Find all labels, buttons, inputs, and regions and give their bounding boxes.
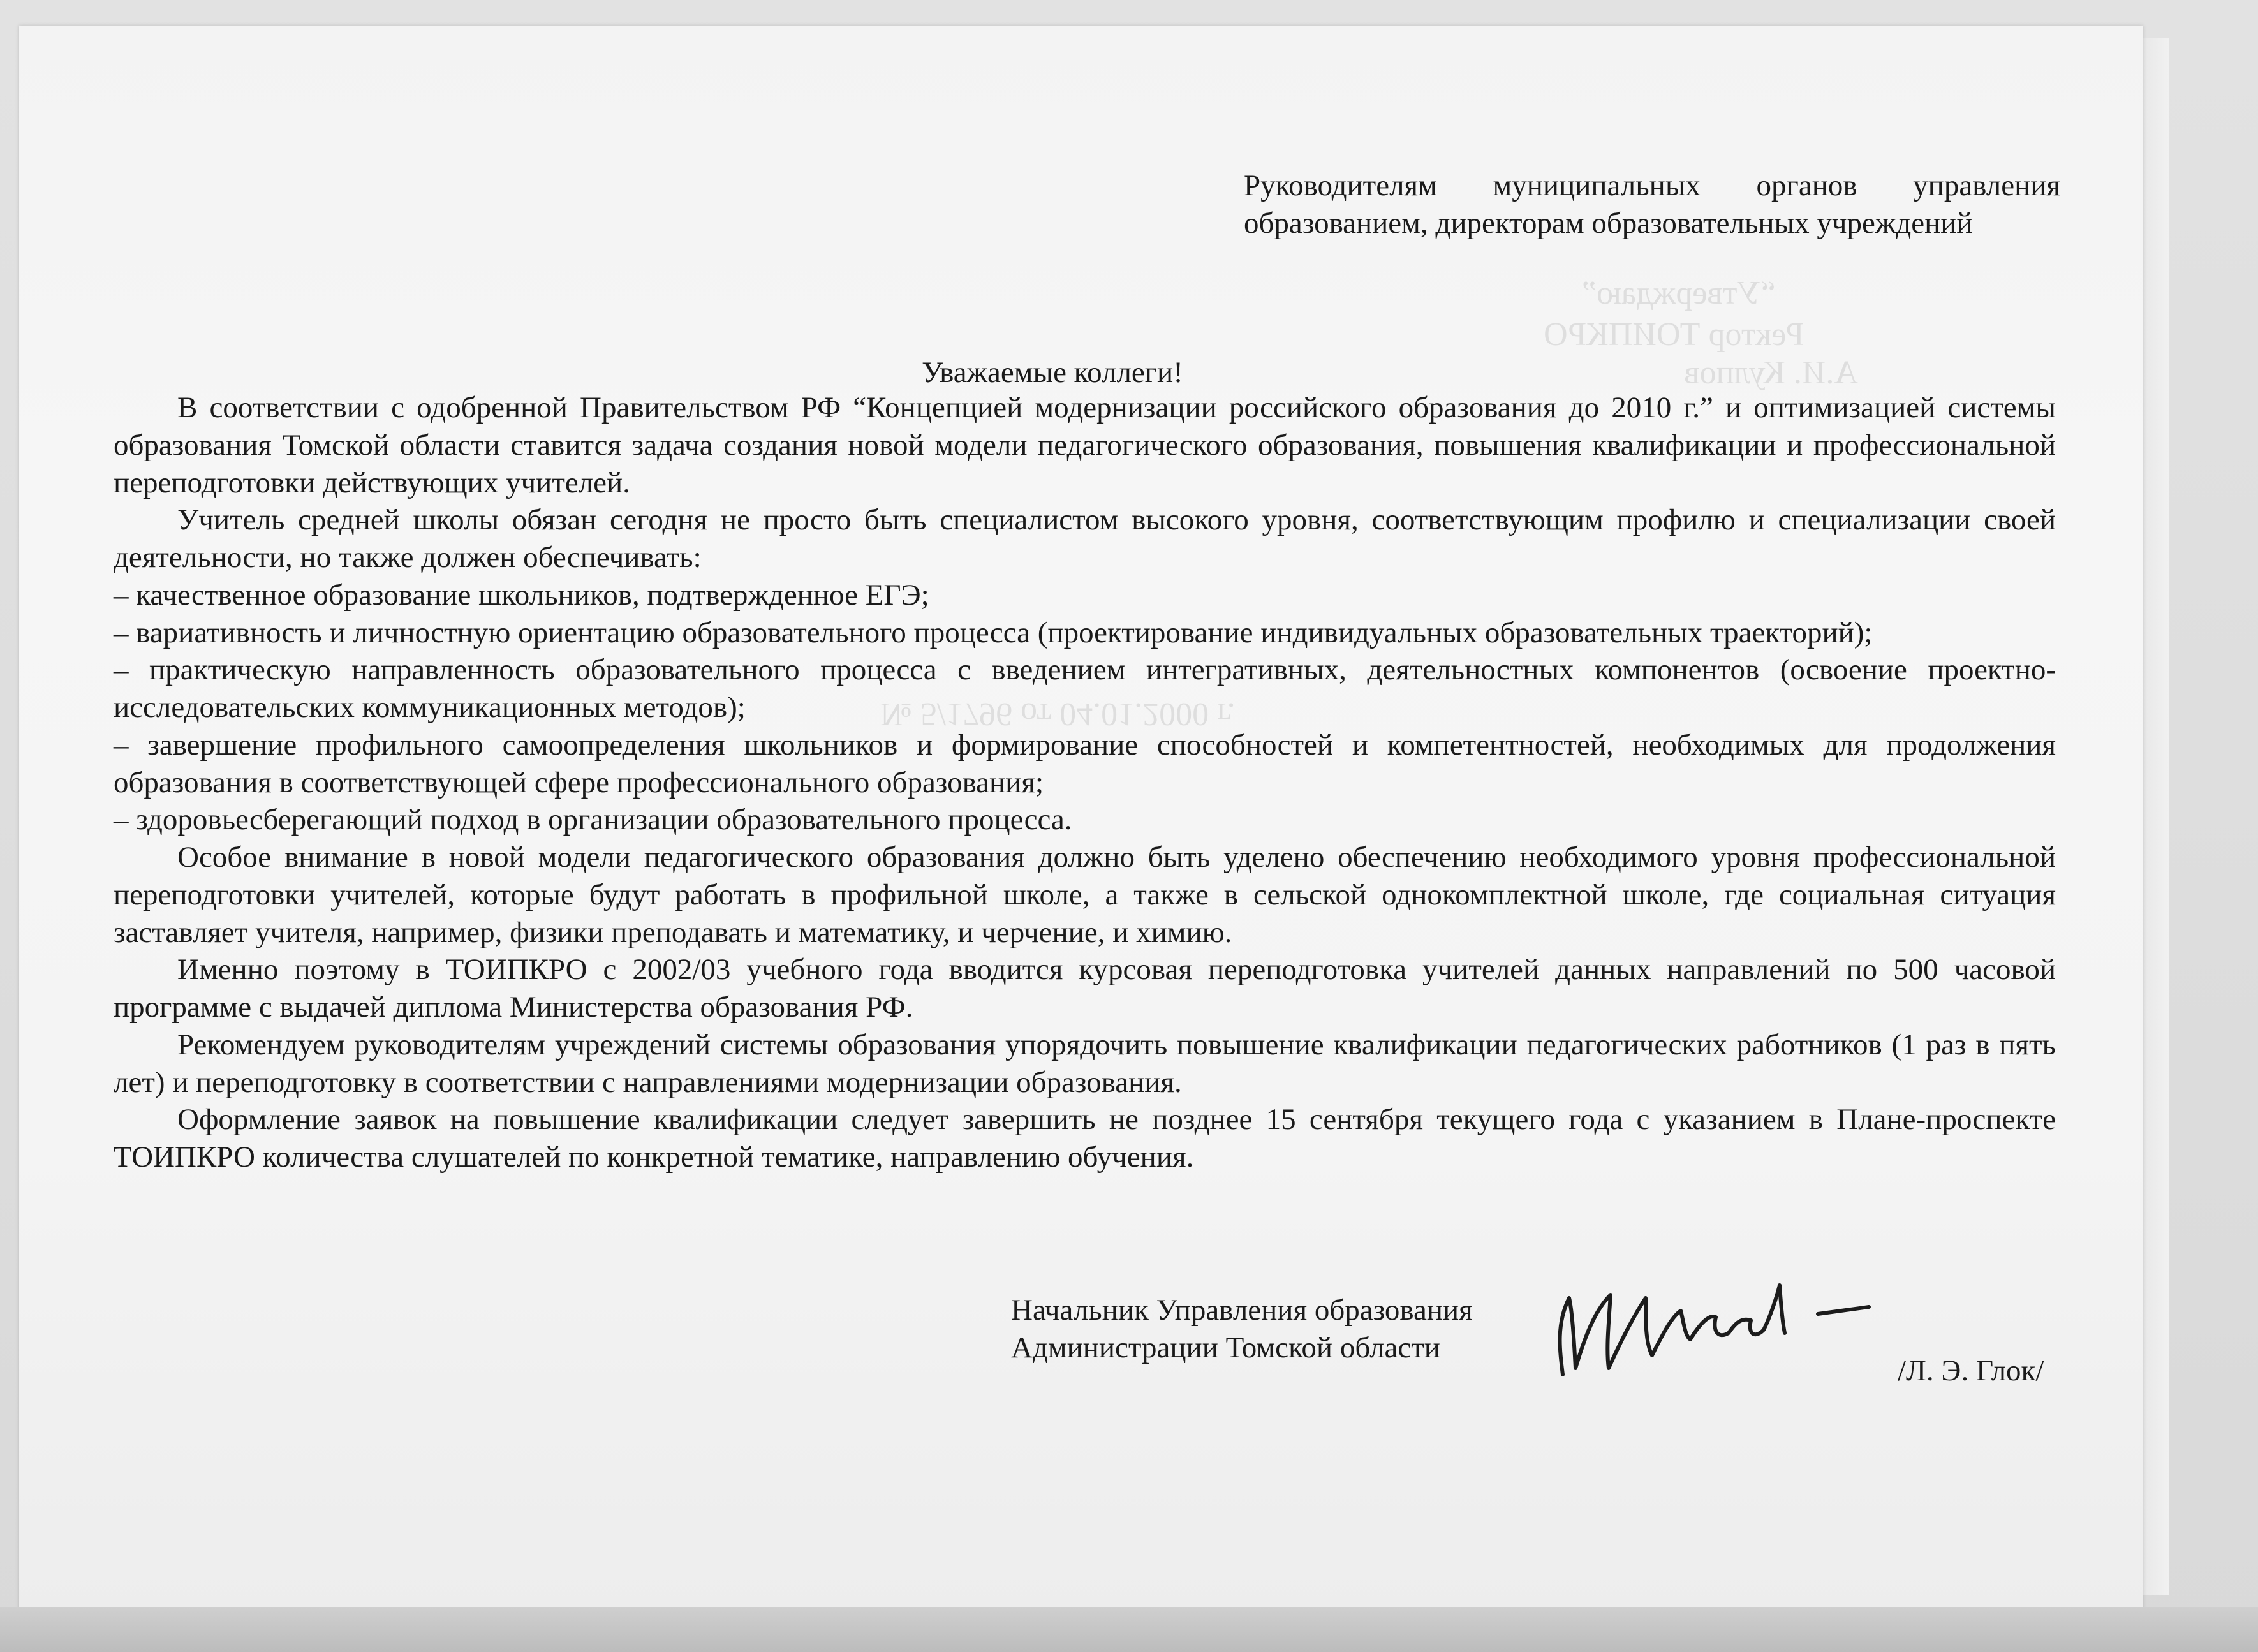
scanner-bottom-band <box>0 1607 2258 1652</box>
signatory-name: /Л. Э. Глок/ <box>1898 1354 2044 1387</box>
paper-edge <box>2143 38 2169 1595</box>
paragraph-intro: В соответствии с одобренной Правительством РФ “Концепцией модернизации российского образования до 2010 г.” и оптимизацией системы образования Томской области ставится задача создания новой модели педагогического образования, повышения квалификации и профессиональной переподготовки действующих учителей. <box>114 391 2056 499</box>
paragraph-retraining: Именно поэтому в ТОИПКРО с 2002/03 учебного года вводится курсовая переподготовка учителей данных направлений по 500 часовой программе с выдачей диплома Министерства образования РФ. <box>114 953 2056 1024</box>
paragraph-applications: Оформление заявок на повышение квалификации следует завершить не позднее 15 сентября текущего года с указанием в Плане-проспекте ТОИПКРО количества слушателей по конкретной тематике, направлению обучения. <box>114 1103 2056 1174</box>
show-through-line-2: Ректор ТОИПКРО <box>1544 316 1804 353</box>
signatory-title <box>1011 1292 1521 1367</box>
signatory-line-1: Начальник Управления образования <box>1011 1294 1473 1327</box>
signatory-line-2: Администрации Томской области <box>1011 1331 1440 1364</box>
greeting: Уважаемые коллеги! <box>922 356 1183 389</box>
list-item: – вариативность и личностную ориентацию образовательного процесса (проектирование индивидуальных образовательных траекторий); <box>114 616 1873 649</box>
addressee: Руководителям муниципальных органов управления образованием, директорам образовательных учреждений <box>1244 169 2060 240</box>
show-through-line-1: “Утверждаю” <box>1582 275 1776 311</box>
list-item: – завершение профильного самоопределения школьников и формирование способностей и компетентностей, необходимых для продолжения образования в соответствующей сфере профессионального образования; <box>114 728 2056 799</box>
paragraph-recommendation: Рекомендуем руководителям учреждений системы образования упорядочить повышение квалификации педагогических работников (1 раз в пять лет) и переподготовку в соответствии с направлениями модернизации образования. <box>114 1028 2056 1099</box>
list-item: – практическую направленность образовательного процесса с введением интегративных, деятельностных компонентов (освоение проектно-исследовательских коммуникационных методов); <box>114 653 2056 724</box>
letter-body <box>114 389 2056 1176</box>
paragraph-teacher-duties: Учитель средней школы обязан сегодня не просто быть специалистом высокого уровня, соответствующим профилю и специализации своей деятельности, но также должен обеспечивать: <box>114 503 2056 574</box>
handwritten-signature <box>1550 1272 1882 1381</box>
show-through-line-4: № 5/1796 от 04.01.2000 г. <box>880 696 1236 732</box>
list-item: – здоровьесберегающий подход в организации образовательного процесса. <box>114 803 1072 837</box>
paragraph-special-attention: Особое внимание в новой модели педагогического образования должно быть уделено обеспечению необходимого уровня профессиональной переподготовки учителей, которые будут работать в профильной школе, а также в сельской однокомплектной школе, где социальная ситуация заставляет учителя, например, физики преподавать и математику, и черчение, и химию. <box>114 841 2056 949</box>
list-item: – качественное образование школьников, подтвержденное ЕГЭ; <box>114 578 929 612</box>
show-through-line-3: А.И. Кулпов <box>1684 355 1858 391</box>
